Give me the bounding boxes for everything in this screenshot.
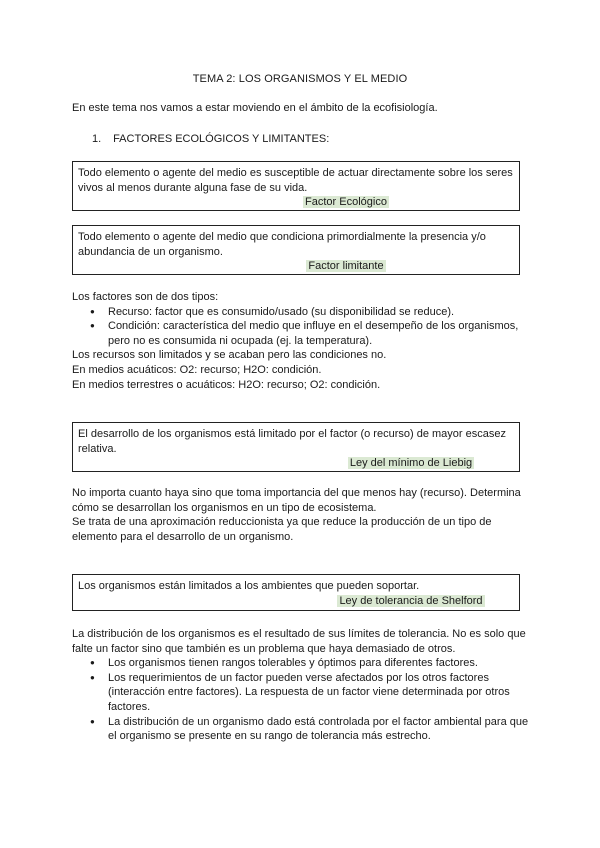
list-item: ● Recurso: factor que es consumido/usado (su disponibilidad se reduce). <box>108 305 532 320</box>
note-paragraph: No importa cuanto haya sino que toma importancia del que menos hay (recurso). Determina cómo se desarrollan los organismos en un tipo de ecosistema. <box>72 487 521 514</box>
distribution-block <box>72 627 532 744</box>
definition-label: Factor Ecológico <box>305 196 387 209</box>
section-heading <box>92 132 329 147</box>
types-line: En medios acuáticos: O2: recurso; H2O: condición. <box>72 363 322 376</box>
list-item: ● La distribución de un organismo dado está controlada por el factor ambiental para que el organismo se presente en su rango de tolerancia más estrecho. <box>108 715 532 744</box>
section-number: 1. <box>92 133 102 145</box>
definition-text: Los organismos están limitados a los ambientes que pueden soportar. <box>78 580 420 592</box>
definition-box-factor-limitante <box>72 225 520 275</box>
types-line: En medios terrestres o acuáticos: H2O: recurso; O2: condición. <box>72 378 381 391</box>
factor-types-block <box>72 290 532 392</box>
distribution-intro: La distribución de los organismos es el resultado de sus límites de tolerancia. No es solo que falte un factor sino que también es un problema que haya demasiado de otros. <box>72 628 526 655</box>
definition-text: El desarrollo de los organismos está limitado por el factor (o recurso) de mayor escasez relativa. <box>78 428 506 455</box>
definition-label: Ley de tolerancia de Shelford <box>339 594 483 607</box>
definition-label: Factor limitante <box>308 260 384 273</box>
types-list <box>72 305 532 349</box>
definition-text: Todo elemento o agente del medio es susceptible de actuar directamente sobre los seres vivos al menos durante alguna fase de su vida. <box>78 167 513 194</box>
definition-label: Ley del mínimo de Liebig <box>349 457 473 470</box>
section-label: FACTORES ECOLÓGICOS Y LIMITANTES: <box>113 133 330 145</box>
list-item: ● Los requerimientos de un factor pueden verse afectados por los otros factores (interacción entre factores). La respuesta de un factor viene determinada por otros factores. <box>108 671 532 715</box>
intro-paragraph: En este tema nos vamos a estar moviendo en el ámbito de la ecofisiología. <box>72 102 438 114</box>
types-line: Los recursos son limitados y se acaban pero las condiciones no. <box>72 349 387 362</box>
page-title: TEMA 2: LOS ORGANISMOS Y EL MEDIO <box>192 73 408 85</box>
list-item: ● Condición: característica del medio que influye en el desempeño de los organismos, pero no es consumida ni ocupada (ej. la temperatura). <box>108 319 532 348</box>
liebig-notes <box>72 486 532 544</box>
distribution-list <box>72 656 532 744</box>
definition-text: Todo elemento o agente del medio que condiciona primordialmente la presencia y/o abundancia de un organismo. <box>78 231 486 258</box>
definition-box-shelford <box>72 574 520 611</box>
definition-box-liebig <box>72 422 520 472</box>
list-item: ● Los organismos tienen rangos tolerables y óptimos para diferentes factores. <box>108 656 532 671</box>
note-paragraph: Se trata de una aproximación reduccionista ya que reduce la producción de un tipo de elemento para el desarrollo de un organismo. <box>72 516 492 543</box>
types-intro: Los factores son de dos tipos: <box>72 291 219 303</box>
definition-box-factor-ecologico <box>72 161 520 211</box>
